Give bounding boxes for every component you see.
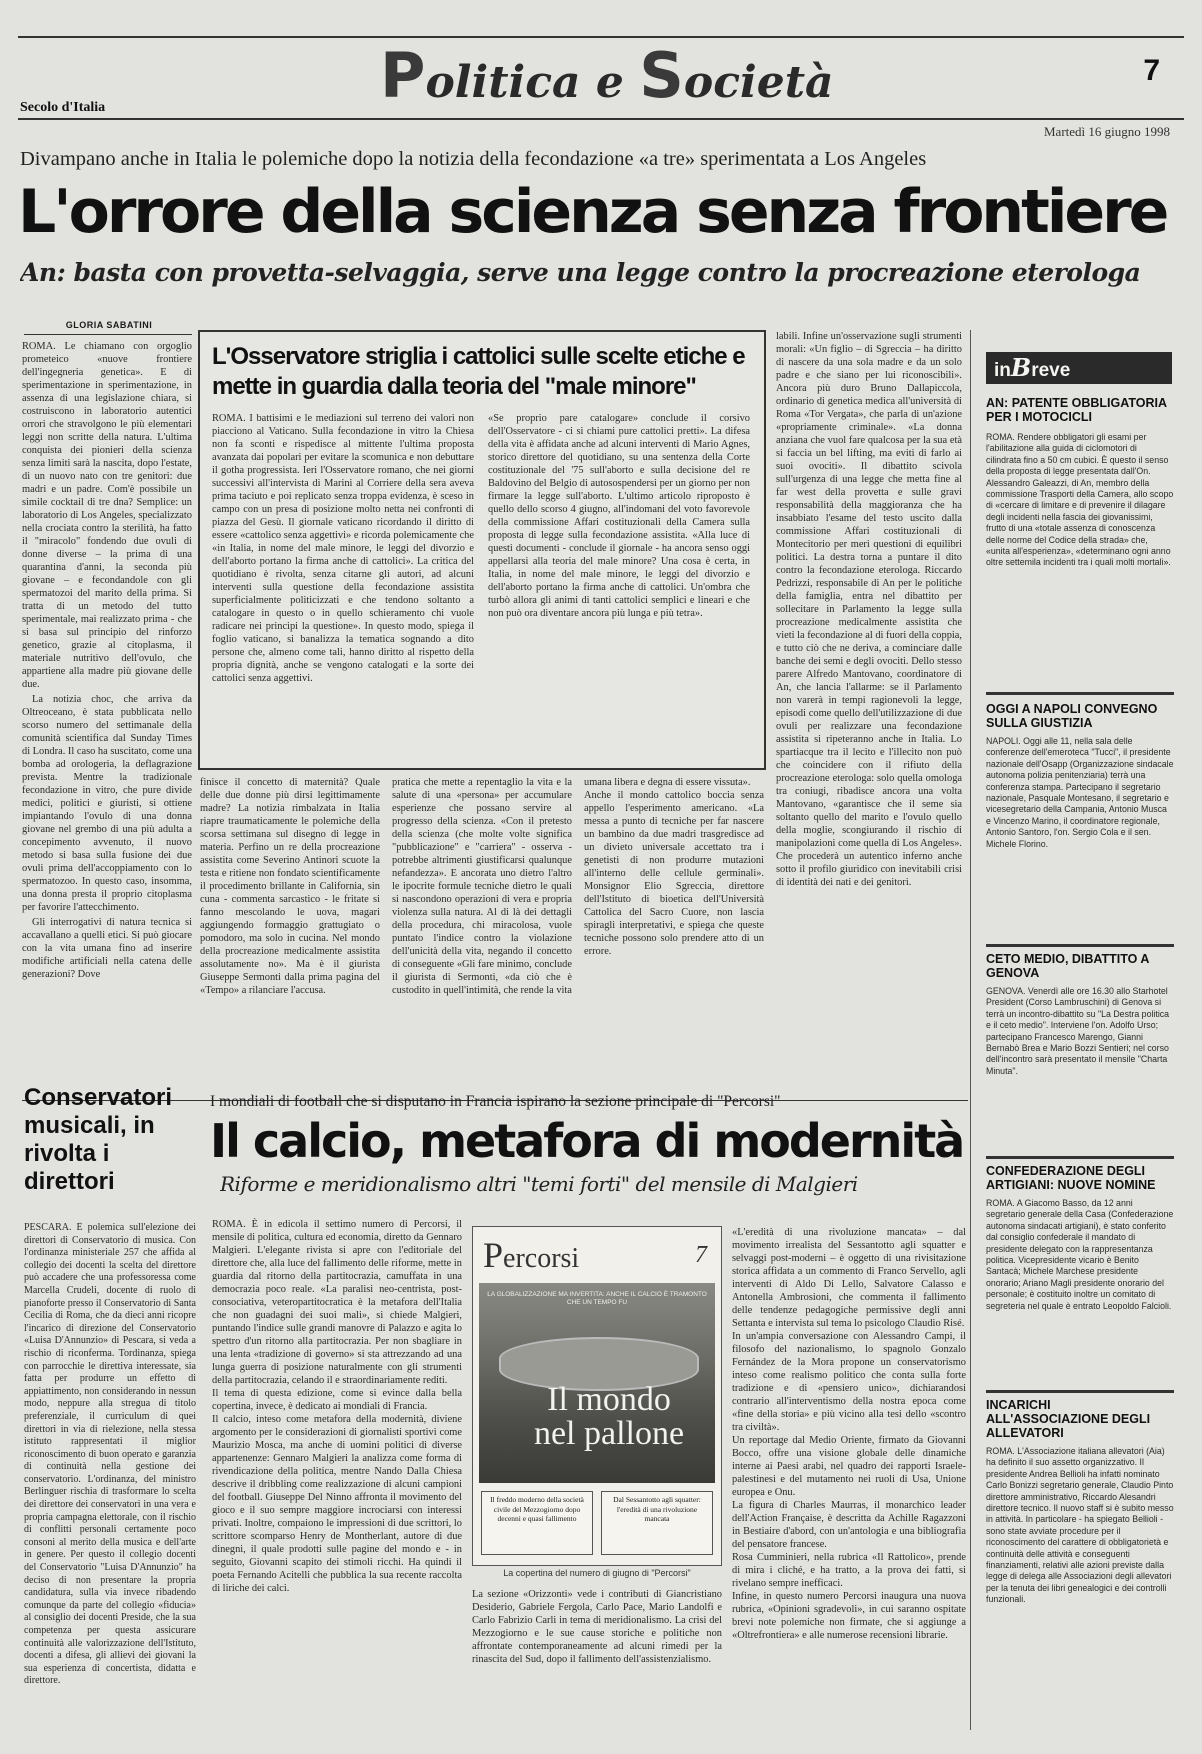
brief-divider-4 — [986, 1390, 1174, 1393]
brief-item-1 — [986, 396, 1174, 614]
brief-text: ROMA. Rendere obbligatori gli esami per l'abilitazione alla guida di ciclomotori di cilindrata fino a 50 cm cubici. È questo il senso della proposta di legge presentata dall'On. Alessandro Galeazzi, di An, membro della commissione Trasporti della Camera, allo scopo di «cercare di limitare e di prevenire il dilagare degli incidenti nella fascia dei giovanissimi, frutto di una «totale assenza di conoscenza delle norme del Codice della strada» che, «unita all'esperienza», «determinano ogni anno oltre settemila incidenti tra i quali molti mortali». — [986, 432, 1174, 568]
brief-text: GENOVA. Venerdì alle ore 16.30 allo Starhotel President (Corso Lambruschini) di Genova si terrà un incontro-dibattito su "La Destra politica e il ceto medio". Interviene l'on. Adolfo Urso; partecipano Francesco Marengo, Gianni Bernabò Brea e Mario Bozzi Sentieri; nel corso dell'incontro sarà presentato il mensile "Charta Minuta". — [986, 986, 1170, 1076]
section-word-2: ocietà — [683, 57, 834, 108]
section-initial-p: P — [380, 39, 426, 112]
calcio-column-2: «L'eredità di una rivoluzione mancata» – dal movimento irrealista del Sessantotto agli squatter e selvaggi post-moderni – è oggetto di una rivisitazione storica affidata a un commento di Franco Servello, agli interventi di Aldo Di Lello, Salvatore Calasso e Antonella Ambrosioni, che commenta il fallimento delle tendenze pedagogiche permissive degli anni Settanta e intervista sul tema lo psicologo Claudio Risé. In un'ampia conversazione con Alessandro Campi, il filosofo del nazionalismo, lo spagnolo Gonzalo Fernández de la Mora propone un conservatorismo inteso come realismo politico che conta sulla forte tradizione e di «pensiero unico», dichiarandosi contrario all'interventismo della nostra epoca come «fine della storia» e più vicino alla tesi dello «scontro tra civiltà». Un reportage dal Medio Oriente, firmato da Giovanni Bocco, offre una visione globale delle dinamiche interne ai Paesi arabi, nel quadro dei rapporti Israele-palestinesi e del mutamento nei ruoli di Usa, Unione europea e Onu. La figura di Charles Maurras, il monarchico leader dell'Action Française, è descritta da Achille Ragazzoni in Bestiaire d'abord, con un'antologia e una bibliografia del pensatore francese. Rosa Cumminieri, nella rubrica «Il Rattolico», prende di mira i cliché, e ha tratto, a la prova dei fatti, si rivelano sempre inefficaci. Infine, in questo numero Percorsi inaugura una nuova rubrica, «Opinioni sgradevoli», in cui saranno ospitate brevi note polemiche non firmate, che si aggiunge a «Oltrefrontiera» e alle numerose recensioni librarie. — [732, 1227, 966, 1641]
lead-subhead: An: basta con provetta-selvaggia, serve una legge contro la procreazione eterologa — [20, 258, 1141, 287]
lead-column-right: labili. Infine un'osservazione sugli strumenti morali: «Un figlio – di Sgreccia – ha diritto di nascere da una sola madre e da un solo padre e che siano per lui riconoscibili». Ancora più duro Bruno Dallapiccola, ordinario di genetica medica all'università di Roma «Tor Vergata», che parla di un'azione «propriamente criminale». «La donna anziana che vuol fare qualcosa per la sua età si faccia un bel lifting, ma eviti di farlo ai suoi ovociti». Il dibattito scivola sull'urgenza di una legge che metta fine al far west della provetta e sulle gravi responsabilità della maggioranza che ha insabbiato l'esame del testo uscito dalla commissione Affari costituzionali di Montecitorio per meri questioni di equilibri politici. La destra torna a puntare il dito contro la fecondazione eterologa. Riccardo Pedrizzi, responsabile di An per le politiche della famiglia, entra nel dibattito per sollecitare in Parlamento la legge sulla procreazione medicalmente assistita che vieti la fecondazione al di fuori della coppia, e tutto ciò che ne deriva, a cominciare dalle banche dei semi e degli ovociti. Dello stesso parere Alfredo Mantovano, coordinatore di An, che lancia l'allarme: se il Parlamento non varerà in tempi ragionevoli la legge, episodi come quello dell'utilizzazione di due ovuli per realizzare una fecondazione assistita si ripeteranno anche in Italia. Lo spartiacque tra il lecito e l'illecito non può che coincidere con il rifiuto della procreazione eterologa: solo quella omologa tra coniugi, ribadisce ancora una volta Mantovano, «garantisce che il seme sia soltanto quello del marito e l'ovulo quello della moglie, scongiurando il rischio di manipolazioni come quella di Los Angeles». Che procederà un autentico inferno anche sotto il profilo giuridico con inevitabili crisi di identità dei nati e dei genitori. — [776, 331, 962, 888]
inbreve-prefix: in — [994, 360, 1011, 381]
sidebar-rule — [970, 330, 971, 1730]
page-number: 7 — [1143, 54, 1160, 87]
brief-item-3 — [986, 952, 1174, 1130]
percorsi-cover — [472, 1226, 722, 1566]
lead-headline: L'orrore della scienza senza frontiere — [18, 177, 1167, 247]
inbreve-rest: reve — [1031, 360, 1071, 381]
cover-headline-line-2: nel pallone — [533, 1415, 685, 1452]
section-title — [380, 39, 834, 112]
calcio-column-1: ROMA. È in edicola il settimo numero di Percorsi, il mensile di politica, cultura ed economia, diretto da Gennaro Malgieri. L'elegante rivista si apre con l'editoriale del direttore che, alla luce del fallimento delle riforme, mette in guardia dal ritorno della partitocrazia, camuffata in una democrazia poco reale. «La paralisi neo-centrista, post-consociativa, veteropartitocratica è la metafora dell'Italia che non guadagni dei suoi mali», si chiede Malgieri, puntando l'indice sulle grandi manovre di Palazzo e agita lo spettro d'un ritorno alla partitocrazia. Per non sbagliare in una lenta «tradizione di governo» si sta attrezzando ad una lunga guerra di posizione naturalmente con gli strumenti della partitocrazia, celando il e straordinariamente rediti. Il tema di questa edizione, come si evince dalla bella copertina, invece, è dedicato ai mondiali di Francia. Il calcio, inteso come metafora della modernità, diviene argomento per le considerazioni di giornalisti sportivi come Maurizio Mosca, ma anche di uomini politici di diverse appartenenze: Gennaro Malgieri la analizza come forma di rivendicazione della politica, mentre Nando Dalla Chiesa descrive il dribbling come realizzazione di alcuni campioni del football. Giuseppe Del Ninno affronta il movimento del gioco e il suo sempre maggiore incrociarsi con interessi privati. Inoltre, compaiono le impressioni di due scrittori, lo scrittore scomparso Henry de Montherlant, autore di due dinegni, il quale prodotti sulle pagine del mondo e - in seguito, Giovanni scapito dei stimoli ricchi. Ha quindi il poeta Fernando Acitelli che pubblica la sua recente raccolta di liriche dei calci. — [212, 1219, 462, 1594]
osservatore-text-1: ROMA. I battisimi e le mediazioni sul terreno dei valori non piacciono al Vaticano. Sulla fecondazione in vitro la Chiesa non fa sconti e rispedisce al mittente l'ultima proposta avanzata dai popolari per evitare la scomunica e non debuttare il gotha progressista. Ieri l'Osservatore romano, che nei giorni successivi all'intervista di Marini al Corriere della sera aveva prima taciuto e poi replicato senza troppa evidenza, è sceso in campo con un presa di posizione molto netta nei confronti di piazza del Gesù. Il giornale vaticano ricordando il diritto di essere «cattolico senza aggettivi» e ricorda polemicamente che «in Italia, in nome del male minore, le leggi del divorzio e dell'aborto portano la firma anche di cattolici». La critica del quotidiano è rivolta, senza citarne gli autori, ad alcuni interventi sulla questione della fecondazione assistita superficialmente politicizzati e che tendono soltanto a catalogare in questo o in quello schieramento chi vuole radicare nei principi la questione». In questo modo, spiega il foglio vaticano, si banalizza la tematica sognando a dito persone che, almeno come tali, hanno diritto al rispetto della propria dignità, anche se vengono catalogati e la sorte dei cattolici senza aggettivi. — [212, 413, 474, 684]
section-initial-s: S — [639, 39, 684, 112]
lead-paragraph-3: Gli interrogativi di natura tecnica si accavallano a quelli etici. Si può giocare con la vita umana fino ad inserire modifiche artificiali nella catena delle generazioni? Dove — [22, 917, 192, 980]
brief-item-2 — [986, 702, 1174, 940]
cover-title-initial: P — [483, 1235, 504, 1275]
cover-title-text: ercorsi — [503, 1243, 580, 1274]
conservatori-headline: Conservatori musicali, in rivolta i direttori — [24, 1084, 173, 1195]
inbreve-label — [986, 352, 1172, 384]
brief-headline: CONFEDERAZIONE DEGLI ARTIGIANI: NUOVE NOMINE — [986, 1164, 1156, 1192]
inbreve-initial: B — [1010, 353, 1032, 382]
paper-name: Secolo d'Italia — [20, 100, 106, 115]
lead-column-2: finisce il concetto di maternità? Quale delle due donne più dirsi legittimamente madre? La notizia rimbalzata in Italia riapre traumaticamente le polemiche della scorsa settimana sul disegno di legge in materia. Perfino un re della procreazione assistita come Severino Antinori scuote la testa e ritiene non fondato scientificamente il procedimento brillante in California, sin cuna - commenta sarcastico - le fritate si fanno mescolando le uova, magari aggiungendo formaggio grattugiato o pomodoro, ma solo in cucina. Nel mondo della procreazione medicalmente assistita assolutamente no». Ma è il giurista Giuseppe Sermonti dalla prima pagina del «Tempo» a rilanciare l'accusa. — [200, 777, 380, 996]
lead-kicker: Divampano anche in Italia le polemiche dopo la notizia della fecondazione «a tre» sperimentata a Los Angeles — [20, 148, 927, 170]
section-word-1: olitica e — [425, 57, 640, 108]
lead-column-1 — [22, 340, 192, 1202]
brief-headline: CETO MEDIO, DIBATTITO A GENOVA — [986, 952, 1149, 980]
lead-column-3: pratica che mette a repentaglio la vita e la salute di una «persona» per accumulare esperienze che possano servire al progresso della scienza. «Con il pretesto della scienza (che molte volte significa "pubblicazione" e "carriera" - osserva - potrebbe altrimenti giustificarsi qualunque nefandezza». E ancorata uno dietro l'altro le ipocrite formule tecniche dietro le quali si nascondono operazioni di vera e propria violenza sulla natura. Al di là dei dettagli della procedura, chi miracolosa, vuole puntato l'indice contro la violazione dell'unicità della vita, negando il concetto di conseguente «Gli fare minimo, conclude il giurista di Sermonti, «da ciò che è custodito in quell'intimità, che rende la vita — [392, 777, 572, 996]
lead-paragraph-2: La notizia choc, che arriva da Oltreoceano, è stata pubblicata nello scorso numero del settimanale della comunità scientifica dal Sunday Times di Londra. Il caso ha suscitato, come una bomba ad orologeria, la deflagrazione prevista. Mentre la tradizionale fecondazione in vitro, che pure divide medici, politici e giuristi, si ottiene impiantando l'ovulo di una donna giovane nel grembo di una più adulta a concepimento avvenuto, il nuovo metodo si basa sulla fusione dei due ovuli prima dell'accoppiamento con lo spermatozoo. In questo caso, insomma, una donna presta il proprio citoplasma per favorire l'attecchimento. — [22, 694, 192, 913]
calcio-subhead: Riforme e meridionalismo altri "temi forti" del mensile di Malgieri — [220, 1172, 858, 1196]
brief-headline: OGGI A NAPOLI CONVEGNO SULLA GIUSTIZIA — [986, 702, 1158, 730]
osservatore-text-2: «Se proprio pare catalogare» conclude il corsivo dell'Osservatore - ci si chiami pure cattolici pretti». La difesa della vita è affidata anche ad alcuni interventi di Mario Agnes, storico direttore del quotidiano, su una sentenza della Corte costituzionale del '75 sull'aborto e sulla decisione del re Baldovino del Belgio di autosospendersi per un giorno per non firmare la legge sull'aborto. L'ultimo articolo riproposto è quello dello scorso 4 giugno, all'indomani del voto favorevole della commissione Affari costituzionali della Camera sulla proposta di legge sulla fecondazione assistita. «Alla luce di questi documenti - conclude il giornale - ha ancora senso oggi appellarsi alla teoria del male minore? Una cosa è certa, in Italia, in nome del male minore, le leggi del divorzio e dell'aborto portano la firma anche di cattolici. Un'ombra che turbò allora gli animi di tanti cattolici semplici e lineari e che non può ora diventare ancora più lunga e più tetra». — [488, 413, 750, 619]
lead-column-4: umana libera e degna di essere vissuta». Anche il mondo cattolico boccia senza appello l'esperimento americano. «La messa a punto di tecniche per far nascere un bambino da due madri trasgredisce ad un divieto universale accettato tra i genetisti di non produrre mutazioni all'interno delle cellule germinali». Monsignor Elio Sgreccia, direttore dell'Istituto di bioetica dell'Università Cattolica del Sacro Cuore, non lascia spiragli interpretativi, e spiega che queste tecniche possono solo prendere atto di un errore. — [584, 777, 764, 957]
brief-divider-1 — [986, 692, 1174, 695]
date: Martedì 16 giugno 1998 — [1043, 124, 1170, 139]
brief-headline: INCARICHI ALL'ASSOCIAZIONE DEGLI ALLEVATORI — [986, 1398, 1151, 1440]
conservatori-text: PESCARA. È polemica sull'elezione dei direttori di Conservatorio di musica. Con l'ordinanza ministeriale 257 che affida al collegio dei docenti la scelta del direttore può accadere che una professoressa come Marcella Crudeli, docente di ruolo di pianoforte presso il Conservatorio di Santa Cecilia di Roma, che da dieci anni ricopre l'incarico di direzione del Conservatorio «Luisa D'Annunzio» di Pescara, si veda a rischio di riconferma. Tordinanza, spiega con parrocchie le direttiva interessate, sia fatta per produrre un effetto di appiattimento, non considerando in nessun modo, neppure alla stregua di titolo preferenziale, il curriculum di quei direttori in via di rielezione, nella stessa istituto rappresentati il miglior riconoscimento di buon operato e garanzia di continuità nella gestione dei conservatorio. L'ordinanza, del ministro Berlinguer rischia di trasformare lo scelta dei direttore dei conservatori in una vera e propria campagna elettorale, con il rischio di conflitti personali certamente poco consoni al merito della musica e dell'arte in genere. Per questo il collegio docenti del Conservatorio "Luisa D'Annunzio" ha deciso di non presentare la propria candidatura, sulla via invece ribadendo comunque da parte del collegio «fiducia» al consiglio dei docenti Preside, che la sua competenza per questa assicurare continuità alle valorizzazione dell'Istituto, docenti a difesa, gli allievi dei giovani la sua esperienza di concertista, didatta e direttore. — [24, 1222, 196, 1687]
brief-item-4 — [986, 1164, 1174, 1380]
cover-headline-line-1: Il mondo — [547, 1381, 671, 1418]
lead-paragraph-1: ROMA. Le chiamano con orgoglio prometeico «nuove frontiere dell'ingegneria genetica». E di sperimentazione in sperimentazione, in assenza di una legislazione chiara, si costruiscono in laboratorio autentici orrori che stravolgono le più elementari leggi non scritte della natura. L'ultima conquista dei pionieri della scienza senza limiti sarà la nascita, dopo l'estate, di un nuovo nato con tre genitori: due madri e un padre. Com'è possibile un simile cocktail di tre dna? Semplice: un laboratorio di Los Angeles, specializzato nella crociata contro la sterilità, ha fatto il "miracolo" fondendo due ovuli di donne diverse – la prima di una quarantina d'anni, la seconda più giovane – e fecondandole con gli spermatozoi del marito della prima. Si tratta di un metodo del tutto sperimentale, mai realizzato prima - che si basa sul principio del rinforzo genetico, grazie al citoplasma, il materiale nutritivo dell'ovulo, che appartiene alla madre più giovane delle due. — [22, 341, 192, 690]
calcio-column-mid: La sezione «Orizzonti» vede i contributi di Giancristiano Desiderio, Gabriele Fergola, Carlo Pace, Mario Landolfi e Carlo Fabrizio Carli in tema di meridionalismo. La crisi del Mezzogiorno e le sue cause storiche e politiche non affrontate contemporaneamente ad alcuni rimedi per la rinascita del Sud, dopo il fallimento dell'assistenzialismo. — [472, 1589, 722, 1665]
brief-item-5 — [986, 1398, 1174, 1716]
calcio-kicker: I mondiali di football che si disputano in Francia ispirano la sezione principale di "Percorsi" — [210, 1093, 781, 1110]
brief-text: ROMA. A Giacomo Basso, da 12 anni segretario generale della Casa (Confederazione autonoma sindacati artigiani), è stato conferito dal consiglio confederale il mandato di presidente delegato con la rappresentanza politica. Vicepresidente vicario è Benito Santacà; Michele Marchese presidente onorario; Ariano Magli presidente onorario del personale; è costituito inoltre un comitato di segreteria nel quale è entrato Leopoldo Falcioli. — [986, 1198, 1174, 1311]
masthead-rule — [18, 118, 1184, 120]
brief-headline: AN: PATENTE OBBLIGATORIA PER I MOTOCICLI — [986, 396, 1167, 424]
calcio-headline: Il calcio, metafora di modernità — [210, 1114, 964, 1168]
brief-text: NAPOLI. Oggi alle 11, nella sala delle conferenze dell'emeroteca "Tucci", il presidente nazionale dell'Osapp (Organizzazione sindacale autonoma polizia penitenziaria) terrà una conferenza stampa. Partecipano il segretario nazionale, Pasquale Montesano, il segretario e vicesegretario della Campania, Antonio Musca e Vincenzo Marino, il coordinatore regionale, Antonio Santoro, l'on. Sergio Cola e il sen. Michele Florino. — [986, 736, 1174, 849]
brief-text: ROMA. L'Associazione italiana allevatori (Aia) ha definito il suo assetto organizzativo. Il presidente Andrea Bellioli ha infatti nominato Carlo Bonizzi segretario generale, Claudio Pinto direttore amministrativo, Riccardo Alesandri direttore tecnico. Il nuovo staff si è subito messo in attività. In particolare - ha spiegato Bellioli - sono state avviate procedure per il riconoscimento del carattere di obbligatorietà e continuità delle attività e conseguenti finanziamenti, relativi alle azioni previste dalla legge di delega alle Associazioni degli allevatori per la tenuta dei libri genealogici e dei controlli funzionali. — [986, 1446, 1174, 1605]
osservatore-headline: L'Osservatore striglia i cattolici sulle scelte etiche e mette in guardia dalla teoria del "male minore" — [212, 343, 745, 400]
cover-banner: LA GLOBALIZZAZIONE MA INVERTITA: ANCHE IL CALCIO È TRAMONTO CHE UN TEMPO FU — [487, 1291, 707, 1306]
cover-issue: 7 — [695, 1242, 707, 1268]
brief-divider-2 — [986, 944, 1174, 947]
cover-image — [479, 1283, 715, 1483]
cover-caption: La copertina del numero di giugno di "Percorsi" — [503, 1568, 691, 1578]
cover-title — [483, 1233, 711, 1277]
byline: GLORIA SABATINI — [65, 320, 153, 330]
osservatore-box — [198, 330, 766, 770]
cover-box-right: Dal Sessantotto agli squatter: l'eredità di una rivoluzione mancata — [601, 1491, 713, 1555]
brief-divider-3 — [986, 1156, 1174, 1159]
cover-headline — [509, 1383, 709, 1451]
byline-rule — [24, 334, 192, 335]
cover-box-left: Il freddo moderno della società civile del Mezzogiorno dopo decenni e quasi fallimento — [481, 1491, 593, 1555]
top-rule — [18, 36, 1184, 38]
